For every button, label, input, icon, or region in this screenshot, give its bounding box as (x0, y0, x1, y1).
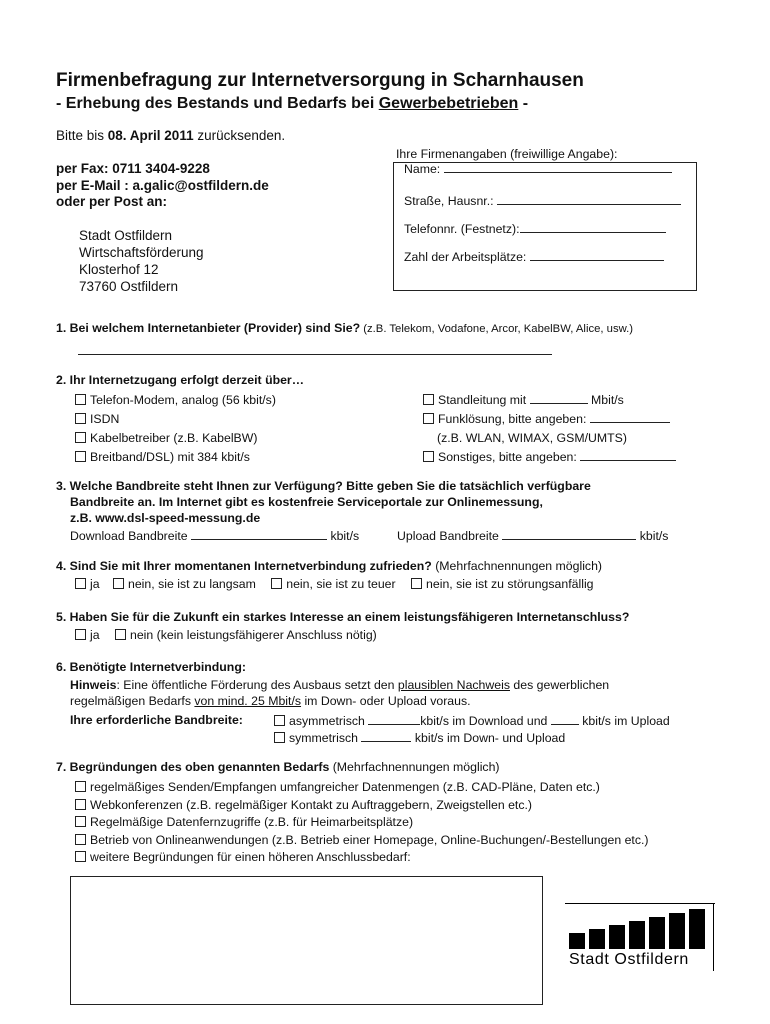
q4-options (75, 577, 594, 591)
logo-bar (609, 925, 625, 949)
logo-bar (669, 913, 685, 949)
checkbox[interactable] (75, 629, 86, 640)
email-line: per E-Mail : a.galic@ostfildern.de (56, 178, 269, 193)
q2-option-radio[interactable]: Funklösung, bitte angeben: (423, 410, 676, 429)
company-box-heading: Ihre Firmenangaben (freiwillige Angabe): (396, 147, 618, 161)
fax-line: per Fax: 0711 3404-9228 (56, 161, 210, 176)
q3-question: 3. Welche Bandbreite steht Ihnen zur Verfügung? Bitte geben Sie die tatsächlich verfügbare Bandbreite an. Im Internet gibt es kostenfreie Serviceportale zur Onlinemessung, z.B. www.dsl-speed-messung.de (56, 479, 591, 525)
page-subtitle: - Erhebung des Bestands und Bedarfs bei Gewerbebetrieben - (56, 95, 529, 112)
q2-right-options (423, 391, 676, 467)
page-title: Firmenbefragung zur Internetversorgung in Scharnhausen (56, 70, 584, 91)
checkbox[interactable] (411, 578, 422, 589)
q5-question: 5. Haben Sie für die Zukunft ein starkes Interesse an einem leistungsfähigeren Internetanschluss? (56, 610, 630, 624)
q2-radio-example: (z.B. WLAN, WIMAX, GSM/UMTS) (437, 431, 627, 445)
post-line: oder per Post an: (56, 194, 168, 209)
checkbox[interactable] (271, 578, 282, 589)
stadt-ostfildern-logo (565, 903, 717, 973)
checkbox[interactable] (75, 781, 86, 792)
address-line: Klosterhof 12 (79, 262, 159, 277)
q2-option[interactable]: Breitband/DSL) mit 384 kbit/s (75, 448, 276, 467)
checkbox[interactable] (75, 432, 86, 443)
checkbox[interactable] (75, 799, 86, 810)
upload-bandwidth-field[interactable]: Upload Bandbreite kbit/s (397, 529, 669, 543)
q7-option[interactable]: weitere Begründungen für einen höheren Anschlussbedarf: (75, 849, 649, 867)
q7-option[interactable]: Webkonferenzen (z.B. regelmäßiger Kontakt zu Auftraggebern, Zweigstellen etc.) (75, 797, 649, 815)
checkbox[interactable] (423, 394, 434, 405)
q6-option-symmetric[interactable]: symmetrisch kbit/s im Down- und Upload (274, 730, 670, 747)
q2-option-other[interactable]: Sonstiges, bitte angeben: (423, 448, 676, 467)
checkbox[interactable] (75, 394, 86, 405)
q1-answer-line[interactable] (78, 354, 552, 355)
address-line: 73760 Ostfildern (79, 279, 179, 294)
q6-option-asymmetric[interactable]: asymmetrisch kbit/s im Download und kbit/s im Upload (274, 713, 670, 730)
q4-option-unreliable[interactable]: nein, sie ist zu störungsanfällig (411, 577, 593, 591)
logo-bar (589, 929, 605, 949)
company-name-field[interactable]: Name: (404, 161, 672, 176)
q7-option[interactable]: regelmäßiges Senden/Empfangen umfangreicher Datenmengen (z.B. CAD-Pläne, Daten etc.) (75, 779, 649, 797)
q2-left-options (75, 391, 276, 467)
checkbox[interactable] (75, 413, 86, 424)
return-deadline: Bitte bis 08. April 2011 zurücksenden. (56, 128, 286, 143)
logo-text: Stadt Ostfildern (569, 951, 689, 968)
checkbox[interactable] (274, 715, 285, 726)
company-workplaces-field[interactable]: Zahl der Arbeitsplätze: (404, 249, 664, 264)
q7-free-text-box[interactable] (70, 876, 543, 1005)
checkbox[interactable] (113, 578, 124, 589)
checkbox[interactable] (274, 732, 285, 743)
address-line: Stadt Ostfildern (79, 228, 173, 243)
postal-address (79, 227, 204, 295)
q4-option-slow[interactable]: nein, sie ist zu langsam (113, 577, 256, 591)
logo-bars (569, 907, 715, 949)
q2-option[interactable]: Kabelbetreiber (z.B. KabelBW) (75, 429, 276, 448)
q5-option-no[interactable]: nein (kein leistungsfähigerer Anschluss nötig) (115, 628, 377, 642)
q7-question: 7. Begründungen des oben genannten Bedarfs (Mehrfachnennungen möglich) (56, 760, 500, 774)
q4-option-expensive[interactable]: nein, sie ist zu teuer (271, 577, 395, 591)
q4-option-yes[interactable]: ja (75, 577, 100, 591)
q2-question: 2. Ihr Internetzugang erfolgt derzeit über… (56, 373, 305, 387)
q7-option[interactable]: Regelmäßige Datenfernzugriffe (z.B. für Heimarbeitsplätze) (75, 814, 649, 832)
logo-bar (569, 933, 585, 949)
logo-bar (649, 917, 665, 949)
checkbox[interactable] (115, 629, 126, 640)
checkbox[interactable] (75, 851, 86, 862)
q5-options (75, 628, 377, 642)
q2-option-leased-line[interactable]: Standleitung mit Mbit/s (423, 391, 676, 410)
q1-question: 1. Bei welchem Internetanbieter (Provider) sind Sie? (z.B. Telekom, Vodafone, Arcor, KabelBW, Alice, usw.) (56, 321, 634, 335)
company-phone-field[interactable]: Telefonnr. (Festnetz): (404, 221, 666, 236)
q6-bandwidth-options (274, 713, 670, 747)
address-line: Wirtschaftsförderung (79, 245, 204, 260)
q7-options (75, 779, 649, 867)
logo-top-rule (565, 903, 715, 904)
q6-bandwidth-label: Ihre erforderliche Bandbreite: (70, 713, 243, 727)
download-bandwidth-field[interactable]: Download Bandbreite kbit/s (70, 529, 360, 543)
q4-question: 4. Sind Sie mit Ihrer momentanen Internetverbindung zufrieden? (Mehrfachnennungen möglich) (56, 559, 603, 573)
checkbox[interactable] (75, 834, 86, 845)
q6-question: 6. Benötigte Internetverbindung: (56, 660, 246, 674)
checkbox[interactable] (75, 578, 86, 589)
checkbox[interactable] (75, 451, 86, 462)
q6-hint: Hinweis: Eine öffentliche Förderung des Ausbaus setzt den plausiblen Nachweis des gewerblichen regelmäßigen Bedarfs von mind. 25 Mbit/s im Down- oder Upload voraus. (70, 678, 610, 708)
company-info-box (393, 162, 697, 291)
checkbox[interactable] (75, 816, 86, 827)
logo-bar (629, 921, 645, 949)
q2-option[interactable]: Telefon-Modem, analog (56 kbit/s) (75, 391, 276, 410)
q5-option-yes[interactable]: ja (75, 628, 100, 642)
checkbox[interactable] (423, 451, 434, 462)
q2-option[interactable]: ISDN (75, 410, 276, 429)
checkbox[interactable] (423, 413, 434, 424)
logo-bar (689, 909, 705, 949)
company-street-field[interactable]: Straße, Hausnr.: (404, 193, 681, 208)
logo-side-rule (713, 903, 714, 971)
q7-option[interactable]: Betrieb von Onlineanwendungen (z.B. Betrieb einer Homepage, Online-Buchungen/-Bestellungen etc.) (75, 832, 649, 850)
